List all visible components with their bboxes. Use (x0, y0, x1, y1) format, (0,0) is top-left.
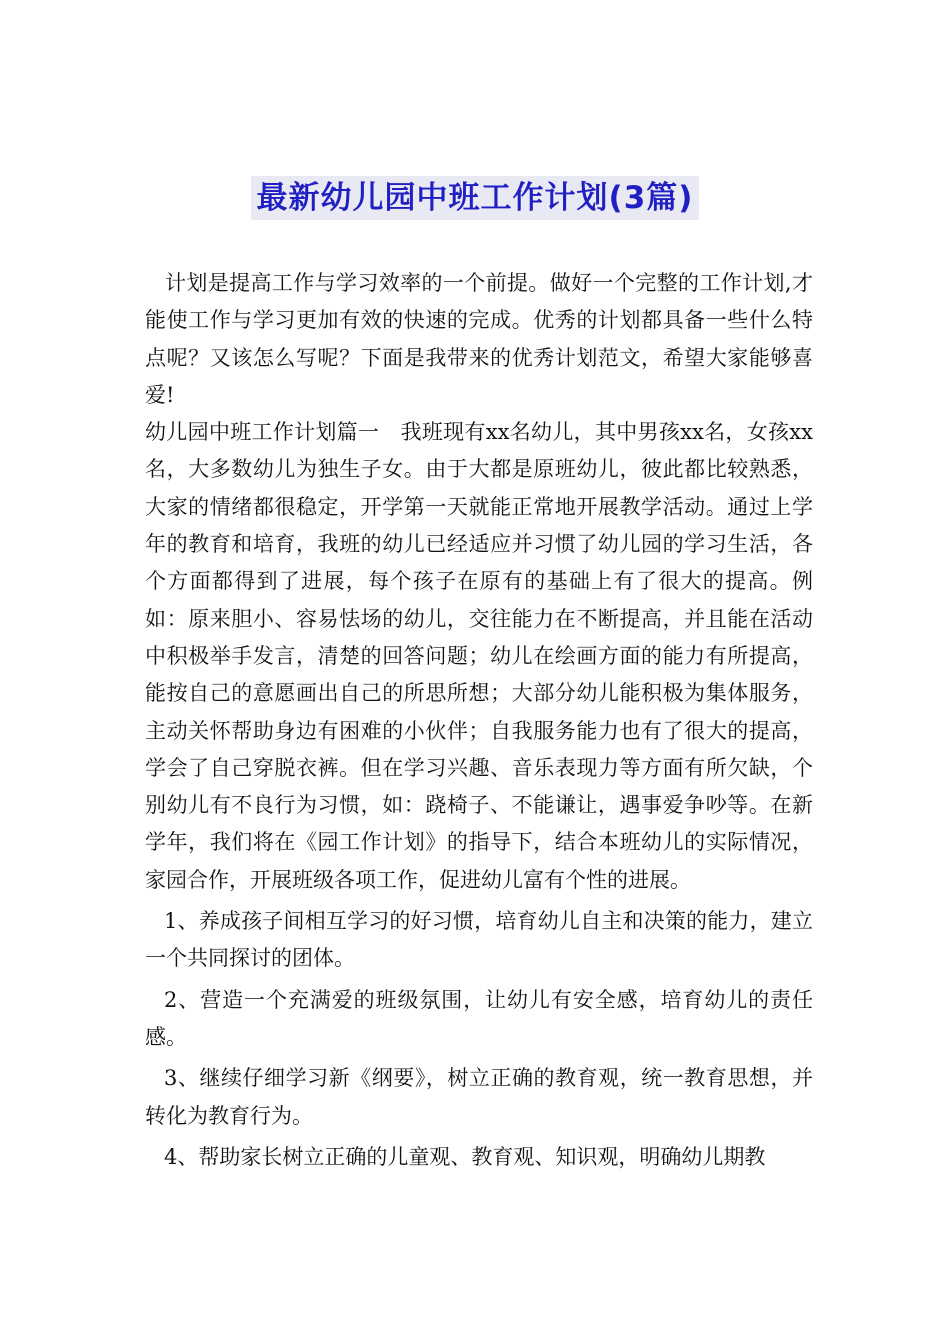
list-item: 1、养成孩子间相互学习的好习惯，培育幼儿自主和决策的能力，建立一个共同探讨的团体。 (145, 909, 813, 971)
list-item: 4、帮助家长树立正确的儿童观、教育观、知识观，明确幼儿期教 (164, 1144, 766, 1169)
title-area (0, 176, 950, 220)
document-title: 最新幼儿园中班工作计划(3篇) (251, 176, 700, 220)
section1-paragraph: 幼儿园中班工作计划篇一 我班现有xx名幼儿，其中男孩xx名，女孩xx名，大多数幼儿为独生子女。由于大都是原班幼儿，彼此都比较熟悉，大家的情绪都很稳定，开学第一天就能正常地开展教学活动。通过上学年的教育和培育，我班的幼儿已经适应并习惯了幼儿园的学习生活，各个方面都得到了进展，每个孩子在原有的基础上有了很大的提高。例如：原来胆小、容易怯场的幼儿，交往能力在不断提高，并且能在活动中积极举手发言，清楚的回答问题；幼儿在绘画方面的能力有所提高，能按自己的意愿画出自己的所思所想；大部分幼儿能积极为集体服务，主动关怀帮助身边有困难的小伙伴；自我服务能力也有了很大的提高，学会了自己穿脱衣裤。但在学习兴趣、音乐表现力等方面有所欠缺，个别幼儿有不良行为习惯，如：跷椅子、不能谦让，遇事爱争吵等。在新学年，我们将在《园工作计划》的指导下，结合本班幼儿的实际情况，家园合作，开展班级各项工作，促进幼儿富有个性的进展。 (145, 420, 813, 892)
intro-paragraph: 计划是提高工作与学习效率的一个前提。做好一个完整的工作计划,才能使工作与学习更加有效的快速的完成。优秀的计划都具备一些什么特点呢？又该怎么写呢？下面是我带来的优秀计划范文，希望大家能够喜爱! (145, 271, 813, 407)
list-item: 2、营造一个充满爱的班级氛围，让幼儿有安全感，培育幼儿的责任感。 (145, 987, 813, 1049)
document-body (145, 265, 813, 1176)
list-item: 3、继续仔细学习新《纲要》，树立正确的教育观，统一教育思想，并转化为教育行为。 (145, 1066, 813, 1128)
